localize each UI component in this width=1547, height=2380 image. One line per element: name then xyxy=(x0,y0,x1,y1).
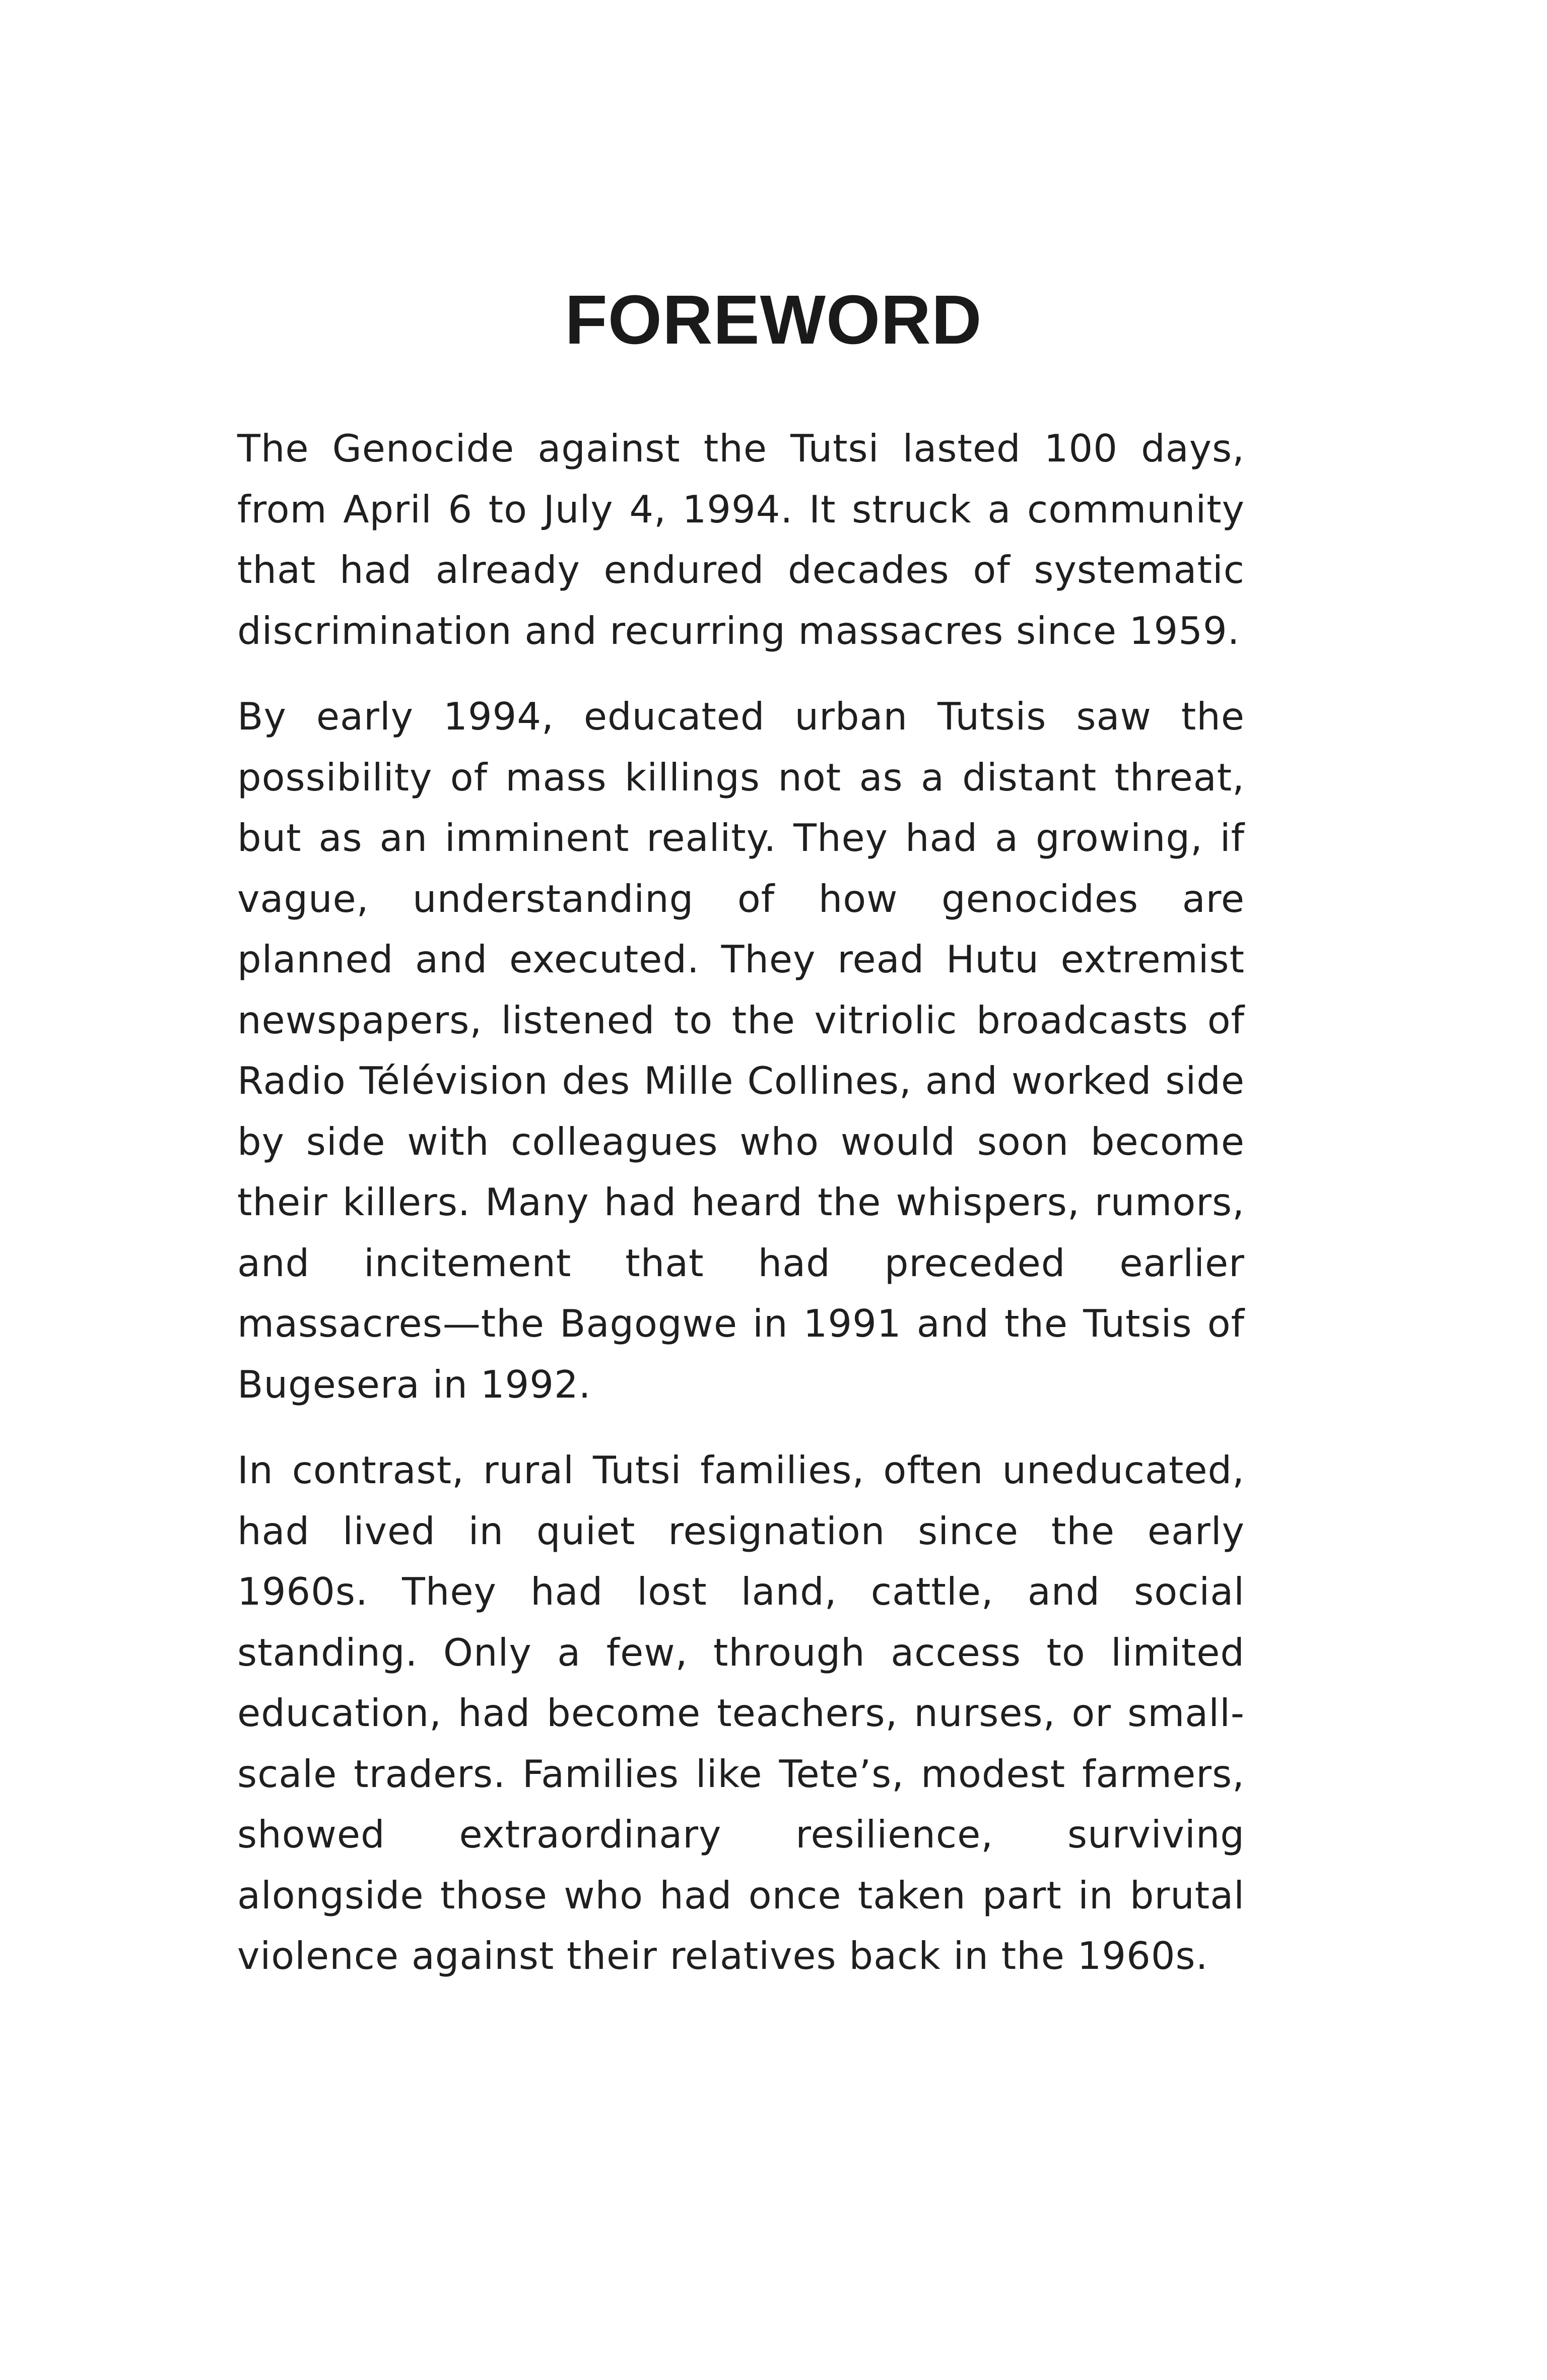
foreword-body xyxy=(237,418,1245,2012)
paragraph-1: The Genocide against the Tutsi lasted 100 days, from April 6 to July 4, 1994. It struck a community that had already endured decades of systematic discrimination and recurring massacres since 1959. xyxy=(237,426,1245,653)
page-title: FOREWORD xyxy=(565,281,982,359)
paragraph-2: By early 1994, educated urban Tutsis saw the possibility of mass killings not as a distant threat, but as an imminent reality. They had a growing, if vague, understanding of how genocides are planned and executed. They read Hutu extremist newspapers, listened to the vitriolic broadcasts of Radio Télévision des Mille Collines, and worked side by side with colleagues who would soon become their killers. Many had heard the whispers, rumors, and incitement that had preceded earlier massacres—the Bagogwe in 1991 and the Tutsis of Bugesera in 1992. xyxy=(237,694,1245,1407)
paragraph-3: In contrast, rural Tutsi families, often uneducated, had lived in quiet resignation since the early 1960s. They had lost land, cattle, and social standing. Only a few, through access to limited education, had become teachers, nurses, or small-scale traders. Families like Tete’s, modest farmers, showed extraordinary resilience, surviving alongside those who had once taken part in brutal violence against their relatives back in the 1960s. xyxy=(237,1448,1245,1978)
